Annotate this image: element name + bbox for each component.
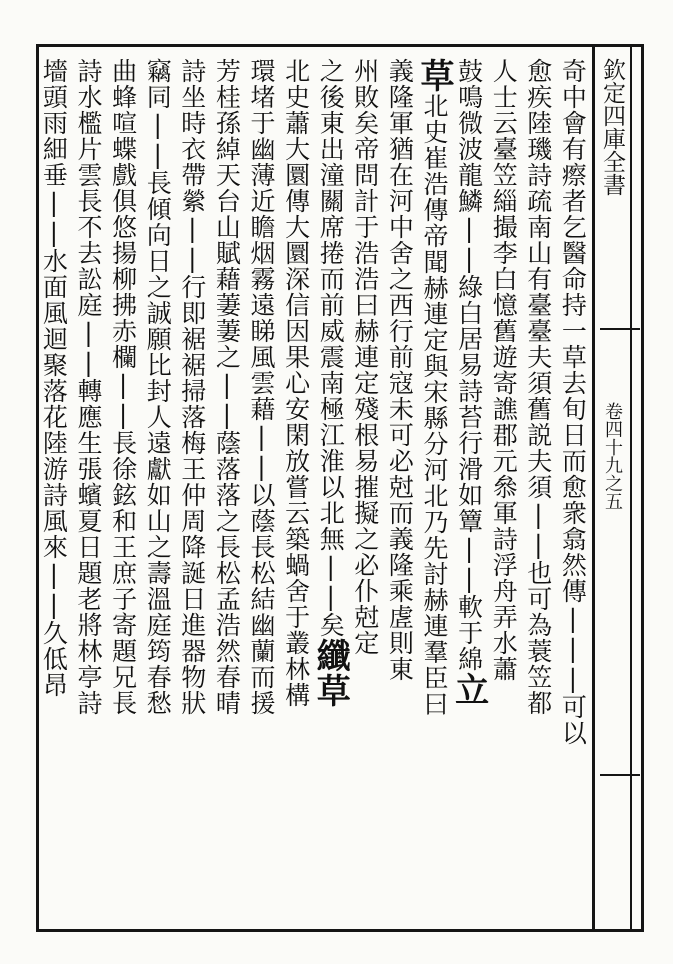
column-text: 曲蜂喧蝶戲俱悠揚柳拂赤欄||長徐鉉和王庶子寄題兄長 [108,58,138,716]
headword: 立 [448,672,489,707]
column-text: 環堵于幽薄近瞻烟霧遠睇風雲藉||以蔭長松結幽蘭而援 [247,58,276,716]
margin-fishtail-mark [600,328,640,330]
column-text: 墻頭雨細垂||水面風迴聚落花陸游詩風來||久低昂 [39,58,69,698]
text-column [279,58,313,708]
text-column [71,58,105,716]
text-column [555,58,589,746]
text-column [106,58,140,716]
column-text: 義隆軍猶在河中舍之西行前寇未可必尅而義隆乘虗則東 [385,58,415,682]
book-title: 欽定四庫全書 [599,58,625,196]
text-column [486,58,520,682]
text-column [244,58,278,716]
column-text: 鼓鳴微波龍鱗||綠白居易詩苔行滑如簟||軟于綿 [454,58,484,672]
column-text: 竊同||長傾向日之誠願比封人遠獻如山之壽溫庭筠春愁 [143,58,173,716]
column-text: 詩水檻片雲長不去訟庭||轉應生張蠙夏日題老將林亭詩 [74,58,103,716]
column-text: 詩坐時衣帶縈||行即裾裾掃落梅王仲周降誕日進器物狀 [177,58,207,716]
text-column [448,58,489,707]
column-text: 愈疾陸璣詩疏南山有臺臺夫須舊説夫須||也可為蓑笠都 [523,58,553,716]
text-column [521,58,555,716]
text-column [310,58,351,708]
margin-lower-mark [600,774,640,776]
text-column [36,58,70,698]
text-column [414,58,454,717]
text-column [348,58,382,656]
text-column [382,58,416,682]
column-text: 州敗矣帝問計于浩浩曰赫連定殘根易摧擬之必仆尅定 [350,58,380,656]
column-text: 北史崔浩傳帝聞赫連定與宋縣分河北乃先討赫連羣臣曰 [420,93,449,717]
margin-rule-outer [630,44,632,932]
headword: 纖草 [310,638,351,708]
text-column [175,58,209,716]
text-column [140,58,174,716]
text-column [209,58,243,716]
column-text: 奇中會有瘵者乞醫命持一草去旬日而愈衆翕然傳|||可以 [558,58,588,746]
column-text: 北史蕭大圜傳大圜深信因果心安閑放嘗云築蝸舍于叢林構 [281,58,311,708]
volume-label: 卷四十九之五 [602,402,623,510]
column-text: 人士云臺笠緇撮李白憶舊遊寄譙郡元叅軍詩浮舟弄水蕭 [489,58,519,682]
headword: 草 [414,58,454,93]
column-text: 之後東出潼關席捲而前威震南極江淮以北無||矣 [316,58,346,638]
margin-rule-inner [592,44,595,932]
column-text: 芳桂孫綽天台山賦藉萋萋之||蔭落落之長松孟浩然春晴 [212,58,242,716]
